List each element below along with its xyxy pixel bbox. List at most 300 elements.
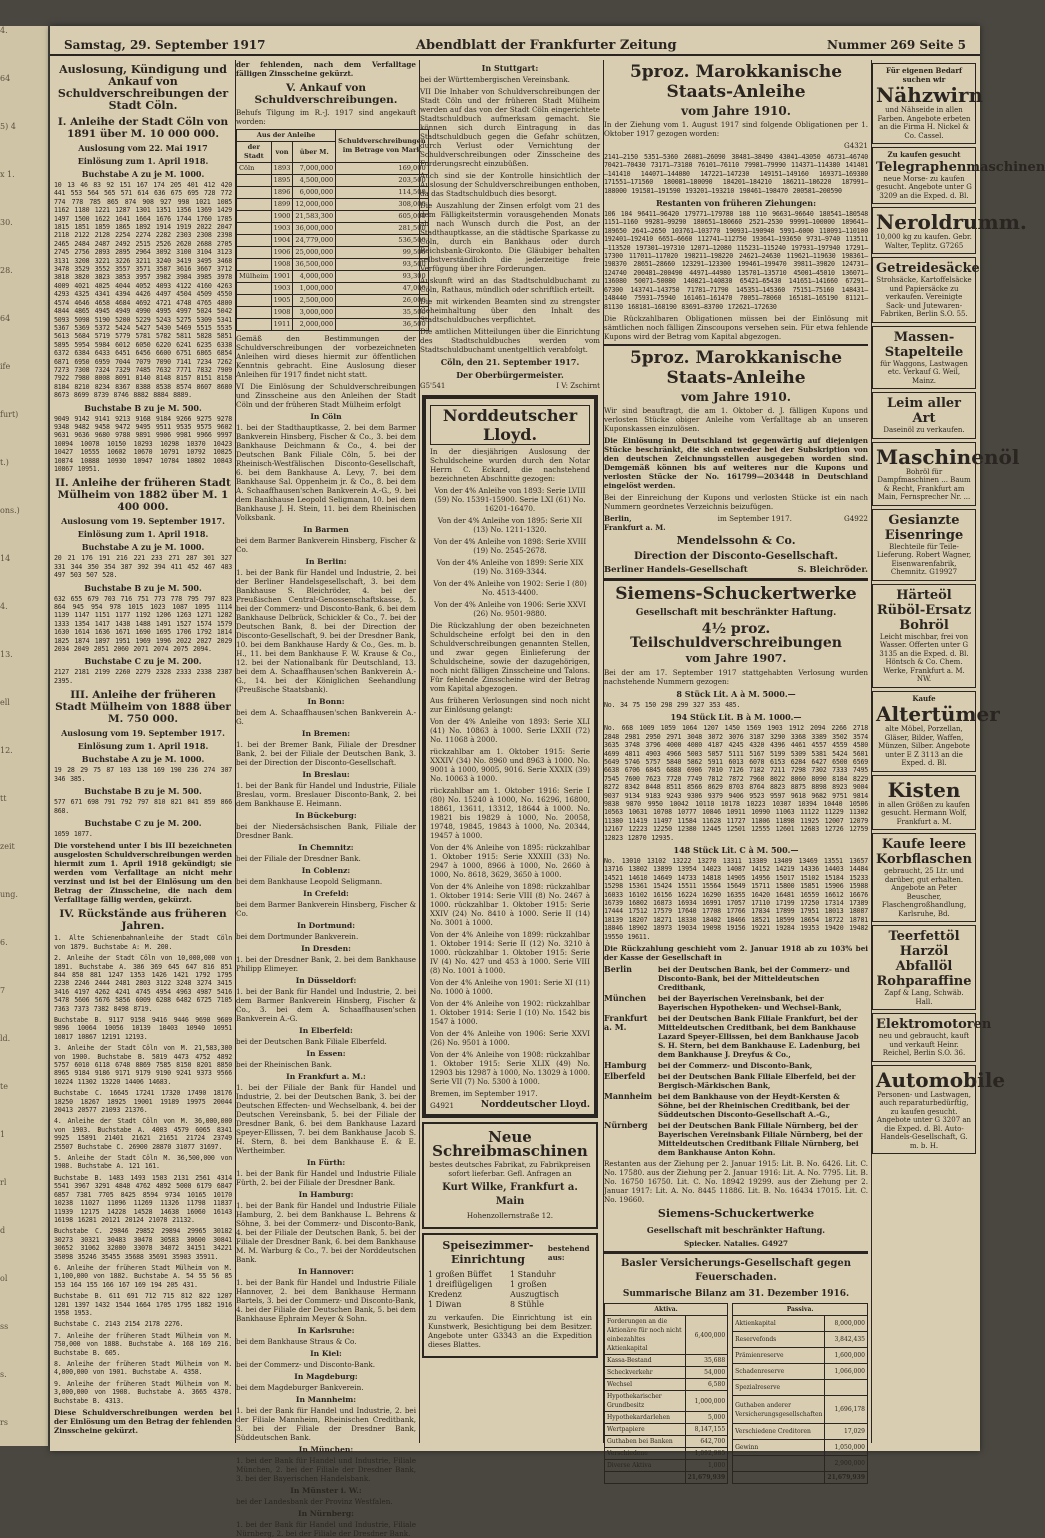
redemption-paragraph: VI Die Einlösung der Schuldverschreibungen und Zinsscheine aus den Anleihen der Stadt Cöln und der früheren Stadt Mülheim erfolgt [236,382,416,409]
dining-item: 1 dreiflügeligen Kredenz [428,1280,493,1299]
siemens-bank-names: bei der Deutschen Bank Filiale Nürnberg, bei der Bayerischen Vereinsbank Filiale Nürnberg, bei der Mitteldeutschen Creditbank Filiale Nürnberg, bei dem Bankhause Anton Kohn. [658,1121,863,1158]
balance-label: Guthaben anderer Versicherungsgesellschaften [733,1396,825,1424]
cell-total: 2,000,000 [293,319,336,331]
lloyd-drawn-item: Von der 4% Anleihe von 1899: Serie XIX (19) No. 3169-3344. [436,558,584,576]
arrears-item: Buchstabe C. 29846 29852 29894 29965 30182 30273 30321 30483 30478 30583 30600 30841 30652 31062 32080 33078 34072 34151 34221 35098 35246 35455 35688 35691 35903 35911. [54,1227,232,1261]
purchase-table [236,129,429,331]
table-row [237,235,429,247]
siemens-bank-row [604,1072,868,1090]
classified-ad-title: Kaufe leere Korbflaschen [876,837,972,867]
classified-ad [872,925,976,1010]
lloyd-drawn-item: Von der 4% Anleihe von 1898: Serie XVIII (19) No. 2545-2678. [433,537,587,555]
siemens-bank-city: Hamburg [604,1060,647,1071]
city-banks: 1. bei der Bremer Bank, Filiale der Dresdner Bank, 2. bei der Filiale der Deutschen Bank, 3. bei der Direction der Disconto-Gesellschaft. [236,740,416,767]
table-row [733,1332,868,1348]
section-3-heading: III. Anleihe der früheren Stadt Mülheim von 1888 über M. 750 000. [55,689,231,726]
morocco-1-remnants-heading: Restanten von früheren Ziehungen: [655,198,817,209]
balance-label: Spezialreserve [733,1380,825,1396]
balance-label: Wertpapiere [605,1424,686,1436]
city-heading: In Nürnberg: [298,1509,354,1518]
edge-text: ld. [0,1034,11,1043]
cell-purchased: 26,000 [336,295,428,307]
edge-text: rs [0,1418,8,1427]
cell-purchased: 36,500 [336,319,428,331]
classified-ad-text: Strohsäcke, Kartoffelsäcke und Papiersäcke zu verkaufen. Vereinigte Sack- und Jutewaren-Fabriken, Berlin S.O. 55. [876,276,972,318]
city-banks: 1. bei der Bank für Handel und Industrie Filiale Hannover, 2. bei dem Bankhause Hermann Bartels, 3. bei der Commerz- und Disconto-Bank, 4. bei der Filiale der Deutschen Bank, 5. bei dem Bankhause Ephraim Meyer & Sohn. [236,1278,416,1323]
city-banks: 1. bei der Bank für Handel und Industrie, Filiale München, 2. bei der Filiale der Dresdner Bank, 3. bei der Bayerischen Handelsbank. [236,1456,416,1483]
city-banks: bei dem A. Schaaffhausen'schen Bankverein A.-G. [236,708,416,726]
typewriter-ad-address: Hohenzollernstraße 12. [466,1211,554,1220]
cell-year: 1904 [271,235,293,247]
table-row [605,1412,728,1424]
classified-ad-text: Bohröl für Dampfmaschinen ... Baum & Recht, Frankfurt am Main, Fernsprecher Nr. ... [877,467,971,501]
dining-item: 1 großen Auszugtisch [510,1280,560,1299]
purchase-heading: V. Ankauf von Schuldverschreibungen. [254,82,398,106]
table-row [605,1436,728,1448]
morocco-2-p3: Bei der Einreichung der Kupons und verlosten Stücke ist ein nach Nummern geordnetes Verzeichnis beizufügen. [604,492,868,511]
cell-purchased: 114,500 [336,187,428,199]
section-3-series-a: Buchstabe A zu je M. 1000. [81,754,205,765]
balance-label [733,1456,825,1472]
siemens-bank-city: Elberfeld [604,1071,646,1082]
balance-value: 35,688 [685,1355,728,1367]
typewriter-ad-text: bestes deutsches Fabrikat, zu Fabrikpreisen sofort lieferbar. Gefl. Anfragen an [429,1160,591,1178]
city-banks: 1. bei der Bank für Handel und Industrie, Filiale Nürnberg, 2. bei der Filiale der Dresdner Bank. [236,1520,416,1538]
cell-purchased: 169,000 [336,163,428,175]
table-row [237,271,429,283]
basler-notice [604,1257,868,1484]
page-header [50,36,980,56]
section-2-draw: Auslosung vom 19. September 1917. [61,516,225,527]
edge-text: ol [0,1274,8,1283]
dining-item: 8 Stühle [510,1300,544,1309]
edge-text: s. [0,1370,7,1379]
siemens-signatures: Spiecker. Natalies. G4927 [683,1239,788,1249]
classified-ad-title: Härteöl Rüböl-Ersatz Bohröl [876,587,972,633]
balance-label: Schadenreserve [733,1364,825,1380]
city-banks: bei dem Bankhause Straus & Co. [236,1337,357,1346]
lloyd-outstanding-intro: Aus früheren Verlosungen sind noch nicht zur Einlösung gelangt: [430,696,590,714]
balance-label: Kassa-Bestand [605,1355,686,1367]
city-banks: 1. bei der Bank für Handel und Industrie Filiale Hamburg, 2. bei dem Bankhause L. Behrens & Söhne, 3. bei der Commerz- und Disconto-Bank, 4. bei der Filiale der Deutschen Bank, 5. bei der Filiale der Dresdner Bank, 6. bei dem Bankhause M. M. Warburg & Co., 7. bei der Norddeutschen Bank. [236,1201,416,1264]
classified-ad-title: Leim aller Art [886,396,962,426]
section-3-series-b: Buchstabe B zu je M. 500. [84,786,202,797]
cell-total: 1,000,000 [293,283,336,295]
basler-liabilities-total: 21,679,939 [825,1472,868,1484]
edge-text: rl [0,1178,7,1187]
classified-ad-title: Massen-Stapelteile [884,329,964,360]
cologne-date: Cöln, den 21. September 1917. [440,357,580,367]
table-row [605,1367,728,1379]
column-2 [236,60,426,1538]
siemens-bank-names: bei der Commerz- und Disconto-Bank, [658,1061,813,1071]
section-1-series-b: Buchstabe B zu je M. 500. [84,402,202,413]
balance-label: Wechsel [605,1379,686,1391]
basler-liabilities [732,1303,868,1484]
classified-ad-title: Kisten [887,777,961,802]
cell-total: 2,500,000 [293,295,336,307]
column-3 [420,60,604,1443]
balance-label: Hypothekardarlehen [605,1412,686,1424]
section-2-series-c: Buchstabe C zu je M. 200. [84,656,202,667]
cell-purchased: 47,000 [336,283,428,295]
siemens-bank-names: bei der Bayerischen Vereinsbank, bei der Bayerischen Hypotheken- und Wechsel-Bank, [658,994,842,1013]
balance-value: 6,580 [685,1379,728,1391]
section-1-draw: Auslosung vom 22. Mai 1917 [78,143,208,153]
balance-label: Hypothekarischer Grundbesitz [605,1391,686,1412]
cell-year: 1903 [271,223,293,235]
city-heading: In Chemnitz: [298,843,354,852]
edge-text: 12. [0,746,13,755]
cell-city [237,319,272,331]
siemens-sig-subtitle: Gesellschaft mit beschränkter Haftung. [646,1225,826,1236]
cell-purchased: 93,300 [336,271,428,283]
siemens-bank-row [604,1092,868,1119]
dining-item: 1 Diwan [428,1300,462,1309]
balance-label: Verschiedene [605,1448,686,1460]
city-heading: In Magdeburg: [294,1372,358,1381]
cell-year: 1903 [271,283,293,295]
cell-city [237,223,272,235]
siemens-series-b-numbers: No. 668 1009 1059 1064 1207 1450 1569 1903 1912 2094 2266 2718 2848 2981 2950 2971 3048 3072 3076 3187 3290 3368 3389 3502 3574 3635 3748 3796 4000 4080 4187 4245 4320 4396 4461 4557 4559 4580 4699 4811 4903 4966 5003 5057 5111 5167 5199 5309 5381 5424 5601 5649 5746 5757 5840 5862 5911 6013 6078 6153 6284 6427 6500 6569 6638 6706 6845 6888 6906 7010 7126 7182 7211 7298 7302 7333 7495 7545 7600 7623 7720 7749 7812 7872 7960 8022 8060 8090 8184 8229 8272 8342 8448 8511 8566 8629 8703 8764 8823 8875 8898 8923 9004 9037 9134 9183 9243 9306 9379 9406 9523 9597 9618 9682 9751 9814 9838 9870 9950 10042 10110 10178 10223 10307 10394 10440 10506 10563 10631 10708 10777 10846 10911 10990 11063 11122 11229 11302 11380 11419 11497 11584 11628 11727 11806 11898 11925 12007 12079 12167 12223 12250 12380 12445 12501 12555 12601 12683 12726 12759 12823 12870 12935. [604,724,868,842]
siemens-bank-names: bei der Deutschen Bank, bei der Commerz- und Disconto-Bank, bei der Mitteldeutschen Creditbank, [658,965,850,993]
arrears-item: 8. Anleihe der früheren Stadt Mülheim von M. 4,000,000 von 1901. Buchstabe A. 4358. [54,1360,232,1377]
cell-city [237,211,272,223]
lloyd-outstanding-item: Von der 4% Anleihe von 1901: Serie XI (11) No. 1000 à 1000. [430,978,590,996]
arrears-item: Buchstabe C. 2143 2154 2178 2276. [54,1320,184,1329]
cell-year: 1900 [271,211,293,223]
section-3-series-c: Buchstabe C zu je M. 200. [84,817,202,828]
lloyd-outstanding-list [430,717,590,1086]
header-paper-name: Abendblatt der Frankfurter Zeitung [415,37,677,53]
section-1-series-b-numbers: 9049 9142 9141 9213 9168 9184 9266 9275 9278 9348 9482 9458 9472 9495 9511 9535 9575 9602 9631 9636 9680 9788 9891 9906 9981 9966 9997 10094 10078 10150 10293 10298 10370 10423 10427 10555 10602 10670 10791 10792 10825 10874 10888 10930 10947 10784 10802 10843 10867 10951. [54,414,232,473]
table-row [605,1379,728,1391]
city-heading: In Coblenz: [301,866,351,875]
section-2-heading: II. Anleihe der früheren Stadt Mülheim von 1882 über M. 1 400 000. [55,477,231,514]
siemens-bank-city: Frankfurt a. M. [604,1013,648,1033]
classified-ad [872,691,1000,772]
city-heading: In Bremen: [301,729,351,738]
column-4 [604,60,872,1482]
cologne-signatory: Der Oberbürgermeister. [456,370,564,380]
morocco-1-remnants: 106 104 96411—96420 179771—179780 108 110 96631—96640 180541—180548 1151—1160 99281—99290 180651—180660 2521—2530 99991—100000 189641—189650 2641—2650 103761—103770 190931—190940 5991—6000 110091—110100 192401—192410 6651—6660 112741—112750 193641—193650 9731—9740 113511—113520 197301—197310 12071—12080 115231—115240 197931—197940 17291—17300 117011—117020 198211—198220 24621—24630 119621—119630 198361—198370 28651—28660 123291—123300 199461—199470 39811—39820 124731—124740 200481—200490 44971—44980 135701—135710 45001—45010 136071—136080 50071—50080 140821—140830 65421—65430 141651—141660 67291—67300 143741—143750 71781—71790 145351—145360 75151—75160 148431—148440 75931—75940 161461—161470 78051—78060 165181—165190 81121—81130 168181—168190 83691—83700 172621—172630 [604,210,868,311]
cell-total: 25,000,000 [293,247,336,259]
siemens-sig-title: Siemens-Schuckertwerke [657,1207,815,1221]
section-2-series-b-numbers: 632 655 679 703 716 751 773 778 795 797 823 864 945 954 978 1015 1023 1087 1095 1114 1139 1147 1151 1177 1192 1206 1263 1271 1282 1333 1354 1417 1438 1488 1491 1527 1574 1579 1630 1614 1636 1671 1690 1695 1706 1792 1814 1825 1874 1897 1951 1969 1996 2022 2027 2029 2034 2049 2051 2060 2071 2074 2075 2094. [54,594,232,654]
balance-value: 8,000,000 [825,1316,868,1332]
dining-room-ad [422,1233,598,1358]
cell-total: 36,000,000 [293,223,336,235]
table-header-city: der Stadt [237,142,272,163]
balance-value: 1,050,000 [825,1440,868,1456]
paragraph-7: VII Die Inhaber von Schuldverschreibungen der Stadt Cöln und der früheren Stadt Mülheim werden auf das von der Stadt Cöln eingerichtete Stadtschuldbuch aufmerksam gemacht. Sie können sich durch Eintragung in das Stadtschuldbuch gegen die Gefahr schützen, durch Verlust oder Vernichtung der Schuldverschreibungen oder Zinsscheine des Forderungsrecht einzubüßen. [420,87,600,168]
siemens-bank-city: Nürnberg [604,1120,648,1131]
table-row [605,1391,728,1412]
siemens-bank-names: bei dem Bankhause von der Heydt-Kersten & Söhne, bei der Rheinischen Creditbank, bei der Süddeutschen Disconto-Gesellschaft A.-G., [658,1092,850,1120]
edge-text: ons.) [0,506,20,515]
balance-label: Aktienkapital [733,1316,825,1332]
cell-year: 1905 [271,295,293,307]
edge-text: 4. [0,602,8,611]
classified-ad-title: Nähzwirn [876,83,984,107]
lloyd-outstanding-item: Von der 4% Anleihe von 1899: rückzahlbar 1. Oktober 1914: Serie II (12) No. 3210 à 1000. rückzahlbar 1. Oktober 1915: Serie IV (4) No. 427 und 453 à 1000. Serie VIII (8) No. 1001 à 1000. [430,930,590,975]
basler-assets-heading: Aktiva. [605,1304,728,1316]
cell-year: 1899 [271,199,293,211]
basler-title: Basler Versicherungs-Gesellschaft gegen Feuerschaden. [620,1258,852,1284]
classified-ad-text: Leicht mischbar, frei von Wasser. Offerten unter G 3135 an die Exped. d. Bl. Höntsch & Co. Chem. Werke, Frankfurt a. M. NW. [879,632,969,683]
city-banks: bei dem Barmer Bankverein Hinsberg, Fischer & Co. [236,536,416,554]
morocco-1-note: Die Rückzahlbaren Obligationen müssen bei der Einlösung mit sämtlichen noch fälligen Zinscoupons versehen sein. Für etwa fehlende Kupons wird der Betrag vom Kapital abgezogen. [604,313,868,341]
cologne-code: G5'541 [420,382,446,390]
siemens-bank-row [604,1014,868,1059]
balance-label: Diverse Aktiva [605,1460,686,1472]
siemens-bank-row [604,1121,868,1157]
edge-text: ell [0,698,10,707]
header-date: Samstag, 29. September 1917 [64,38,266,52]
lloyd-drawn-list [430,486,590,618]
classified-ad-title: Getreidesäcke [876,261,980,276]
lloyd-code: G4921 [430,1101,455,1110]
table-row [237,211,429,223]
balance-label: Scheckverkehr [605,1367,686,1379]
cell-purchased: 605,000 [336,211,428,223]
classified-ad [872,326,976,390]
table-row [733,1380,868,1396]
cell-purchased: 99,500 [336,247,428,259]
classified-ad [872,442,1020,506]
siemens-notice [604,584,868,1248]
column-5 [872,60,1045,1443]
edge-text: 28. [0,266,13,275]
balance-value: 1,000 [685,1460,728,1472]
cell-purchased: 35,500 [336,307,428,319]
edge-text: x 1. [0,170,15,179]
table-row [733,1316,868,1332]
classified-ad [872,833,976,922]
morocco-1-year: vom Jahre 1910. [681,104,791,118]
city-banks: 1. bei der Bank für Handel und Industrie, 2. bei dem Barmer Bankverein Hinsberg, Fischer & Co., 3. bei dem A. Schaaffhausen'schen Bankverein A.-G. [236,987,416,1023]
siemens-bond: 4½ proz. Teilschuldverschreibungen [630,620,842,651]
basler-assets [604,1303,728,1484]
classified-ad-title: Elektromotoren [876,1017,992,1032]
morocco-1-intro: In der Ziehung vom 1. August 1917 sind folgende Obligationen per 1. Oktober 1917 gezogen worden: [604,120,868,138]
edge-text: d [0,1226,6,1235]
dining-item: 1 Standuhr [510,1270,556,1279]
classified-ad-head: Kaufe [912,693,936,703]
balance-value: 642,700 [685,1436,728,1448]
section-3-draw: Auslosung vom 19. September 1917. [61,728,225,739]
cell-city [237,307,272,319]
classified-ad [872,392,976,439]
edge-text: 4. [0,26,8,35]
city-banks: 1. bei der Bank für Handel und Industrie, 2. bei der Filiale Mannheim, Rheinischen Creditbank, 3. bei der Filiale der Dresdner Bank, Süddeutschen Bank. [236,1406,416,1442]
siemens-year: vom Jahre 1907. [685,651,787,665]
cell-total: 6,000,000 [293,187,336,199]
edge-text: 64 [0,74,11,83]
typewriter-ad-name: Kurt Wilke, Frankfurt a. Main [442,1182,578,1207]
morocco-2-date: im September 1917. [717,513,792,523]
cell-city [237,187,272,199]
stuttgart-bank: bei der Württembergischen Vereinsbank. [420,75,570,84]
morocco-notice-1 [604,62,868,341]
morocco-2-place-berlin: Berlin, [604,513,632,523]
city-banks: bei der Niedersächsischen Bank, Filiale der Dresdner Bank. [236,822,416,840]
morocco-1-numbers: 2141—2150 5351—5360 26081—26090 38481—38490 43041—43050 46731—46740 70421—70430 73171—73180 76101—76110 79981—79990 114371—114380 141401—141410 144071—144080 147221—147230 149151—149160 169371—169380 171551—171560 180081—180090 184201—184210 186211—186220 187991—188000 191581—191590 193201—193210 198461—198470 200581—200590 [604,153,868,195]
table-header-amount: Schuldverschreibungen im Betrage von Mark [336,130,428,163]
siemens-series-c: 148 Stück Lit. C à M. 500.— [673,845,799,855]
lloyd-outstanding-item: rückzahlbar am 1. Oktober 1916: Serie I (80) No. 15240 à 1000, No. 16296, 16800, 18861, 13611, 13312, 18644 à 1000. No. 19821 bis 19829 à 1000, No. 20058, 19748, 19845, 19843 à 1000, No. 20344, 19457 à 1000. [430,786,590,840]
balance-value: 5,000 [685,1412,728,1424]
table-row [237,187,429,199]
city-banks: bei dem Magdeburger Bankverein. [236,1383,364,1392]
classified-ad-title: Gesianzte Eisenringe [884,512,964,543]
section-2-series-c-numbers: 2127 2181 2199 2260 2279 2328 2333 2338 2387 2395. [54,668,232,685]
dining-room-ad-items [428,1270,592,1310]
morocco-1-title: 5proz. Marokkanische Staats-Anleihe [629,62,843,102]
classified-ad-text: und Nähseide in allen Farben. Angebote erbeten an die Firma H. Nickel & Co. Cassel. [877,106,971,140]
table-header-year: von [271,142,293,163]
purchase-paragraph: Gemäß den Bestimmungen der Schuldverschreibungen der vorbezeichneten Anleihen wird dieses hiermit zur öffentlichen Kenntnis gebracht. Eine Auslosung dieser Anleihen für 1917 findet nicht statt. [236,334,416,379]
lloyd-place: Bremen, im September 1917. [430,1089,538,1098]
table-row [237,223,429,235]
siemens-subtitle: Gesellschaft mit beschränkter Haftung. [635,607,837,618]
siemens-bank-city: Berlin [604,964,632,975]
section-4-tail: Diese Schuldverschreibungen werden bei der Einlösung um den Betrag der fehlenden Zinsscheine gekürzt. [54,1408,232,1436]
cell-total: 4,500,000 [293,175,336,187]
balance-value: 1,696,178 [825,1396,868,1424]
arrears-item: Buchstabe B. 1483 1493 1503 2131 2561 4314 5541 3967 3291 4848 4762 4892 5000 6179 6847 6857 7381 7705 8425 8594 9734 10165 10170 10238 11027 11096 11269 11326 11798 11837 11939 12175 14228 14528 14638 16060 16143 16198 16281 20121 20124 21078 21132. [54,1173,232,1224]
city-heading: In Barmen [303,525,349,534]
section-3-note: Die vorstehend unter I bis III bezeichneten ausgelosten Schuldverschreibungen werden hiermit zum 1. April 1918 gekündigt; sie werden vom Verfalltage an nicht mehr verzinst und ist bei der Einlösung um den Betrag der Zinsscheine, die nach dem Verfalltage fällig werden, gekürzt. [54,841,232,905]
classified-ad [872,775,976,831]
cell-year: 1908 [271,307,293,319]
edge-text: furt) [0,410,19,419]
lloyd-drawn-item: Von der 4% Anleihe von 1893: Serie LVIII (59) No. 15391-15900. Serie LXI (61) No. 16201-16470. [434,486,586,513]
city-banks: bei der Filiale der Dresdner Bank. [236,854,361,863]
morocco-2-bank-4: S. Bleichröder. [797,564,868,575]
newspaper-page [50,26,1045,1538]
siemens-intro: Bei der am 17. September 1917 stattgehabten Verlosung wurden nachstehende Nummern gezogen: [604,667,868,686]
city-banks: 1. bei der Bank für Handel und Industrie Filiale Fürth, 2. bei der Filiale der Dresdner Bank. [236,1169,416,1187]
classified-ad-head: Zu kaufen gesucht [887,150,961,159]
table-row [237,199,429,211]
arrears-item: 2. Anleihe der Stadt Cöln von 10,000,000 von 1891. Buchstabe A. 386 369 645 647 816 851 844 858 881 1247 1353 1426 1421 1792 1795 2238 2246 2444 2481 2803 3122 3248 3274 3415 3416 4197 4262 4241 4745 4954 4963 4987 5416 5478 5606 5676 5856 6009 6288 6482 6725 7105 7363 7373 7382 8498 8719. [54,954,232,1013]
city-banks: bei dem Bankhause Leopold Seligmann. [236,877,383,886]
section-2-series-a-numbers: 20 21 176 191 216 221 233 271 287 301 327 331 344 350 354 387 392 394 411 452 467 483 497 503 507 528. [54,554,232,580]
morocco-2-bank-1: Mendelssohn & Co. [676,533,796,547]
lloyd-outstanding-item: Von der 4% Anleihe von 1902: rückzahlbar 1. Oktober 1914: Serie I (10) No. 1542 bis 1547 à 1000. [430,999,590,1026]
morocco-2-title: 5proz. Marokkanische Staats-Anleihe [629,347,843,388]
edge-text: ung. [0,890,18,899]
balance-value: 1,600,000 [825,1348,868,1364]
siemens-remnants: Restanten aus der Ziehung per 2. Januar 1915: Lit. B. No. 6426. Lit. C. No. 17580. aus der Ziehung per 2. Januar 1916: Lit. A. No. 7795. Lit. B. No. 16750 16750. Lit. C. No. 18942 19299. aus der Ziehung per 2. Januar 1917: Lit. A. No. 8445 11886. Lit. B. No. 16434 17015. Lit. C. No. 19660. [604,1159,868,1205]
city-heading: In Dresden: [301,944,351,953]
dining-room-ad-tail: zu verkaufen. Die Einrichtung ist ein Kunstwerk, Besichtigung bei dem Besitzer. Angebote unter G3343 an die Expedition dieses Blattes. [428,1313,592,1349]
table-row [733,1440,868,1456]
cell-total: 12,000,000 [293,199,336,211]
siemens-bank-row [604,1061,868,1070]
city-banks: bei dem Barmer Bankverein Hinsberg, Fischer & Co. [236,900,416,918]
classified-ad-text: Daseinöl zu verkaufen. [883,426,965,434]
lloyd-outstanding-item: rückzahlbar am 1. Oktober 1915: Serie XXXIV (34) No. 8960 und 8963 à 1000. No. 9001 à 1000, 9005, 9016. Serie XXXIX (39) No. 10063 à 1000. [430,747,590,783]
classified-ad-text: Personen- und Lastwagen, auch reparaturbedürftig, zu kaufen gesucht. Angebote unter G 3207 an die Exped. d. Bl. Auto-Handels-Gesellschaft, G. m. b. H. [876,1090,972,1150]
city-heading: In Münster i. W.: [290,1486,362,1495]
classified-ad-text: Zapf & Lang, Schwäb. Hall. [884,989,964,1006]
morocco-2-p1: Wir sind beauftragt, die am 1. Oktober d. J. fälligen Kupons und verlosten Stücke obiger Anleihe vom Verfalltage ab an unseren Kuponskassen einzulösen. [604,405,868,433]
table-header-loan: Aus der Anleihe [237,130,336,142]
city-heading: In Karlsruhe: [297,1326,355,1335]
classified-ad [872,509,976,581]
balance-label: Prämienreserve [733,1348,825,1364]
lloyd-drawn-item: Von der 4% Anleihe von 1902: Serie I (80) No. 4513-4400. [433,579,587,597]
cell-purchased: 203,500 [336,175,428,187]
paragraph-information: Auskunft wird an das Stadtschuldbuchamt zu Cöln, Rathaus, mündlich oder schriftlich erteilt. [420,276,600,294]
classified-ad-title: Automobile [876,1067,1006,1092]
section-1-series-a-numbers: 10 13 46 83 92 151 167 174 205 401 412 420 441 553 564 565 571 614 636 675 695 728 772 774 778 785 865 874 908 927 998 1021 1085 1162 1180 1221 1287 1301 1351 1356 1369 1429 1497 1500 1622 1641 1664 1676 1744 1760 1785 1815 1851 1859 1865 1892 1914 1919 2022 2047 2118 2122 2128 2254 2274 2282 2303 2308 2398 2465 2484 2487 2492 2515 2526 2620 2688 2705 2745 2756 2893 2895 2964 3092 3100 3104 3123 3131 3208 3221 3226 3211 3240 3419 3495 3468 3478 3529 3552 3557 3571 3587 3616 3667 3712 3818 3820 3823 3853 3957 3982 3984 3985 3978 4009 4021 4025 4044 4052 4093 4122 4160 4263 4293 4325 4341 4394 4426 4497 4504 4509 4550 4574 4646 4658 4684 4692 4721 4748 4765 4800 4844 4865 4945 4949 4990 4995 4997 5024 5042 5093 5098 5190 5200 5229 5243 5275 5309 5341 5367 5369 5372 5424 5427 5430 5469 5515 5535 5613 5684 5719 5779 5781 5782 5811 5828 5851 5895 5954 5984 6012 6050 6220 6241 6235 6338 6372 6384 6433 6451 6456 6600 6751 6865 6854 6871 6950 6959 7044 7079 7090 7141 7234 7262 7273 7308 7324 7329 7485 7632 7771 7832 7909 7922 7980 8008 8091 8140 8148 8157 8151 8158 8184 8210 8234 8367 8388 8538 8574 8607 8680 8673 8699 8739 8746 8882 8884 8889. [54,181,232,400]
siemens-bank-row [604,994,868,1012]
classified-ad-title: Telegraphenmaschinen [876,159,1045,175]
dining-item: 1 großen Büffet [428,1270,492,1279]
cell-total: 7,000,000 [293,163,336,175]
siemens-series-a: 8 Stück Lit. A à M. 5000.— [676,688,796,699]
paragraph-official: Die amtlichen Mitteilungen über die Einrichtung des Stadtschuldbuches werden vom Stadtschuldbuchamt unentgeltlich verabfolgt. [420,327,600,354]
balance-label: Reservefonds [733,1332,825,1348]
cell-city [237,295,272,307]
edge-text: 13. [0,650,13,659]
typewriter-ad-title: Neue Schreibmaschinen [432,1128,588,1160]
siemens-title: Siemens-Schuckertwerke [615,583,857,604]
arrears-item: 9. Anleihe der früheren Stadt Mülheim von M. 3,000,000 von 1908. Buchstabe A. 3665 4370. Buchstabe B. 4313. [54,1379,232,1405]
siemens-series-b: 194 Stück Lit. B à M. 1000.— [670,712,802,723]
classified-ad-text: für Waggons, Lastwagen etc. Verkauf G. Weil, Mainz. [880,359,968,385]
arrears-item: Buchstabe B. 9117 9158 9416 9446 9690 9609 9896 10064 10056 10139 10403 10940 10951 10817 10867 12191 12193. [54,1015,232,1041]
section-1-series-a: Buchstabe A zu je M. 1000. [81,169,205,179]
classified-ad-text: in allen Größen zu kaufen gesucht. Hermann Wolf, Frankfurt a. M. [878,800,970,826]
table-row [605,1448,728,1460]
arrears-item: 4. Anleihe der Stadt Cöln von M. 36,000,000 von 1903. Buchstabe A. 4003 4579 6065 8341 9925 15891 21401 21621 21651 21724 23749 25507 Buchstabe C. 26900 28870 31077 31697. [54,1117,232,1151]
balance-value: 1,066,000 [825,1364,868,1380]
table-row [237,283,429,295]
table-row [237,319,429,331]
city-heading: In Elberfeld: [299,1026,353,1035]
basler-liabilities-heading: Passiva. [733,1304,868,1316]
dining-room-ad-title: Speisezimmer-Einrichtung [442,1239,534,1266]
section-3-series-a-numbers: 19 28 29 75 87 103 138 169 190 236 274 307 346 385. [54,766,232,783]
edge-text: te [0,1082,8,1091]
edge-text: ife [0,362,11,371]
classified-ad [872,147,1045,204]
table-row [733,1396,868,1424]
redemption-places [236,412,416,1538]
table-row [237,175,429,187]
balance-value: 54,000 [685,1367,728,1379]
city-banks: 1. bei der Dresdner Bank, 2. bei dem Bankhause Philipp Elimeyer. [236,955,416,973]
cologne-notice-title: Auslosung, Kündigung und Ankauf von Schuldverschreibungen der Stadt Cöln. [57,63,229,112]
city-heading: In Kiel: [310,1349,342,1358]
classified-ad-title: Neroldrumm. [876,210,1027,234]
lloyd-outstanding-item: Von der 4% Anleihe von 1906: Serie XXVI (26) No. 9501 à 1000. [430,1029,590,1047]
morocco-1-code: G4321 [843,141,868,150]
classified-ad [872,207,1027,254]
table-row [605,1355,728,1367]
city-banks: bei der Rheinischen Bank. [236,1060,332,1069]
table-row [237,259,429,271]
edge-text: 14 [0,554,11,563]
section-1-payout: Einlösung zum 1. April 1918. [77,156,209,166]
city-heading: In Crefeld: [303,889,349,898]
section-2-series-a: Buchstabe A zu je M. 1000. [81,542,205,553]
cell-year: 1893 [271,163,293,175]
